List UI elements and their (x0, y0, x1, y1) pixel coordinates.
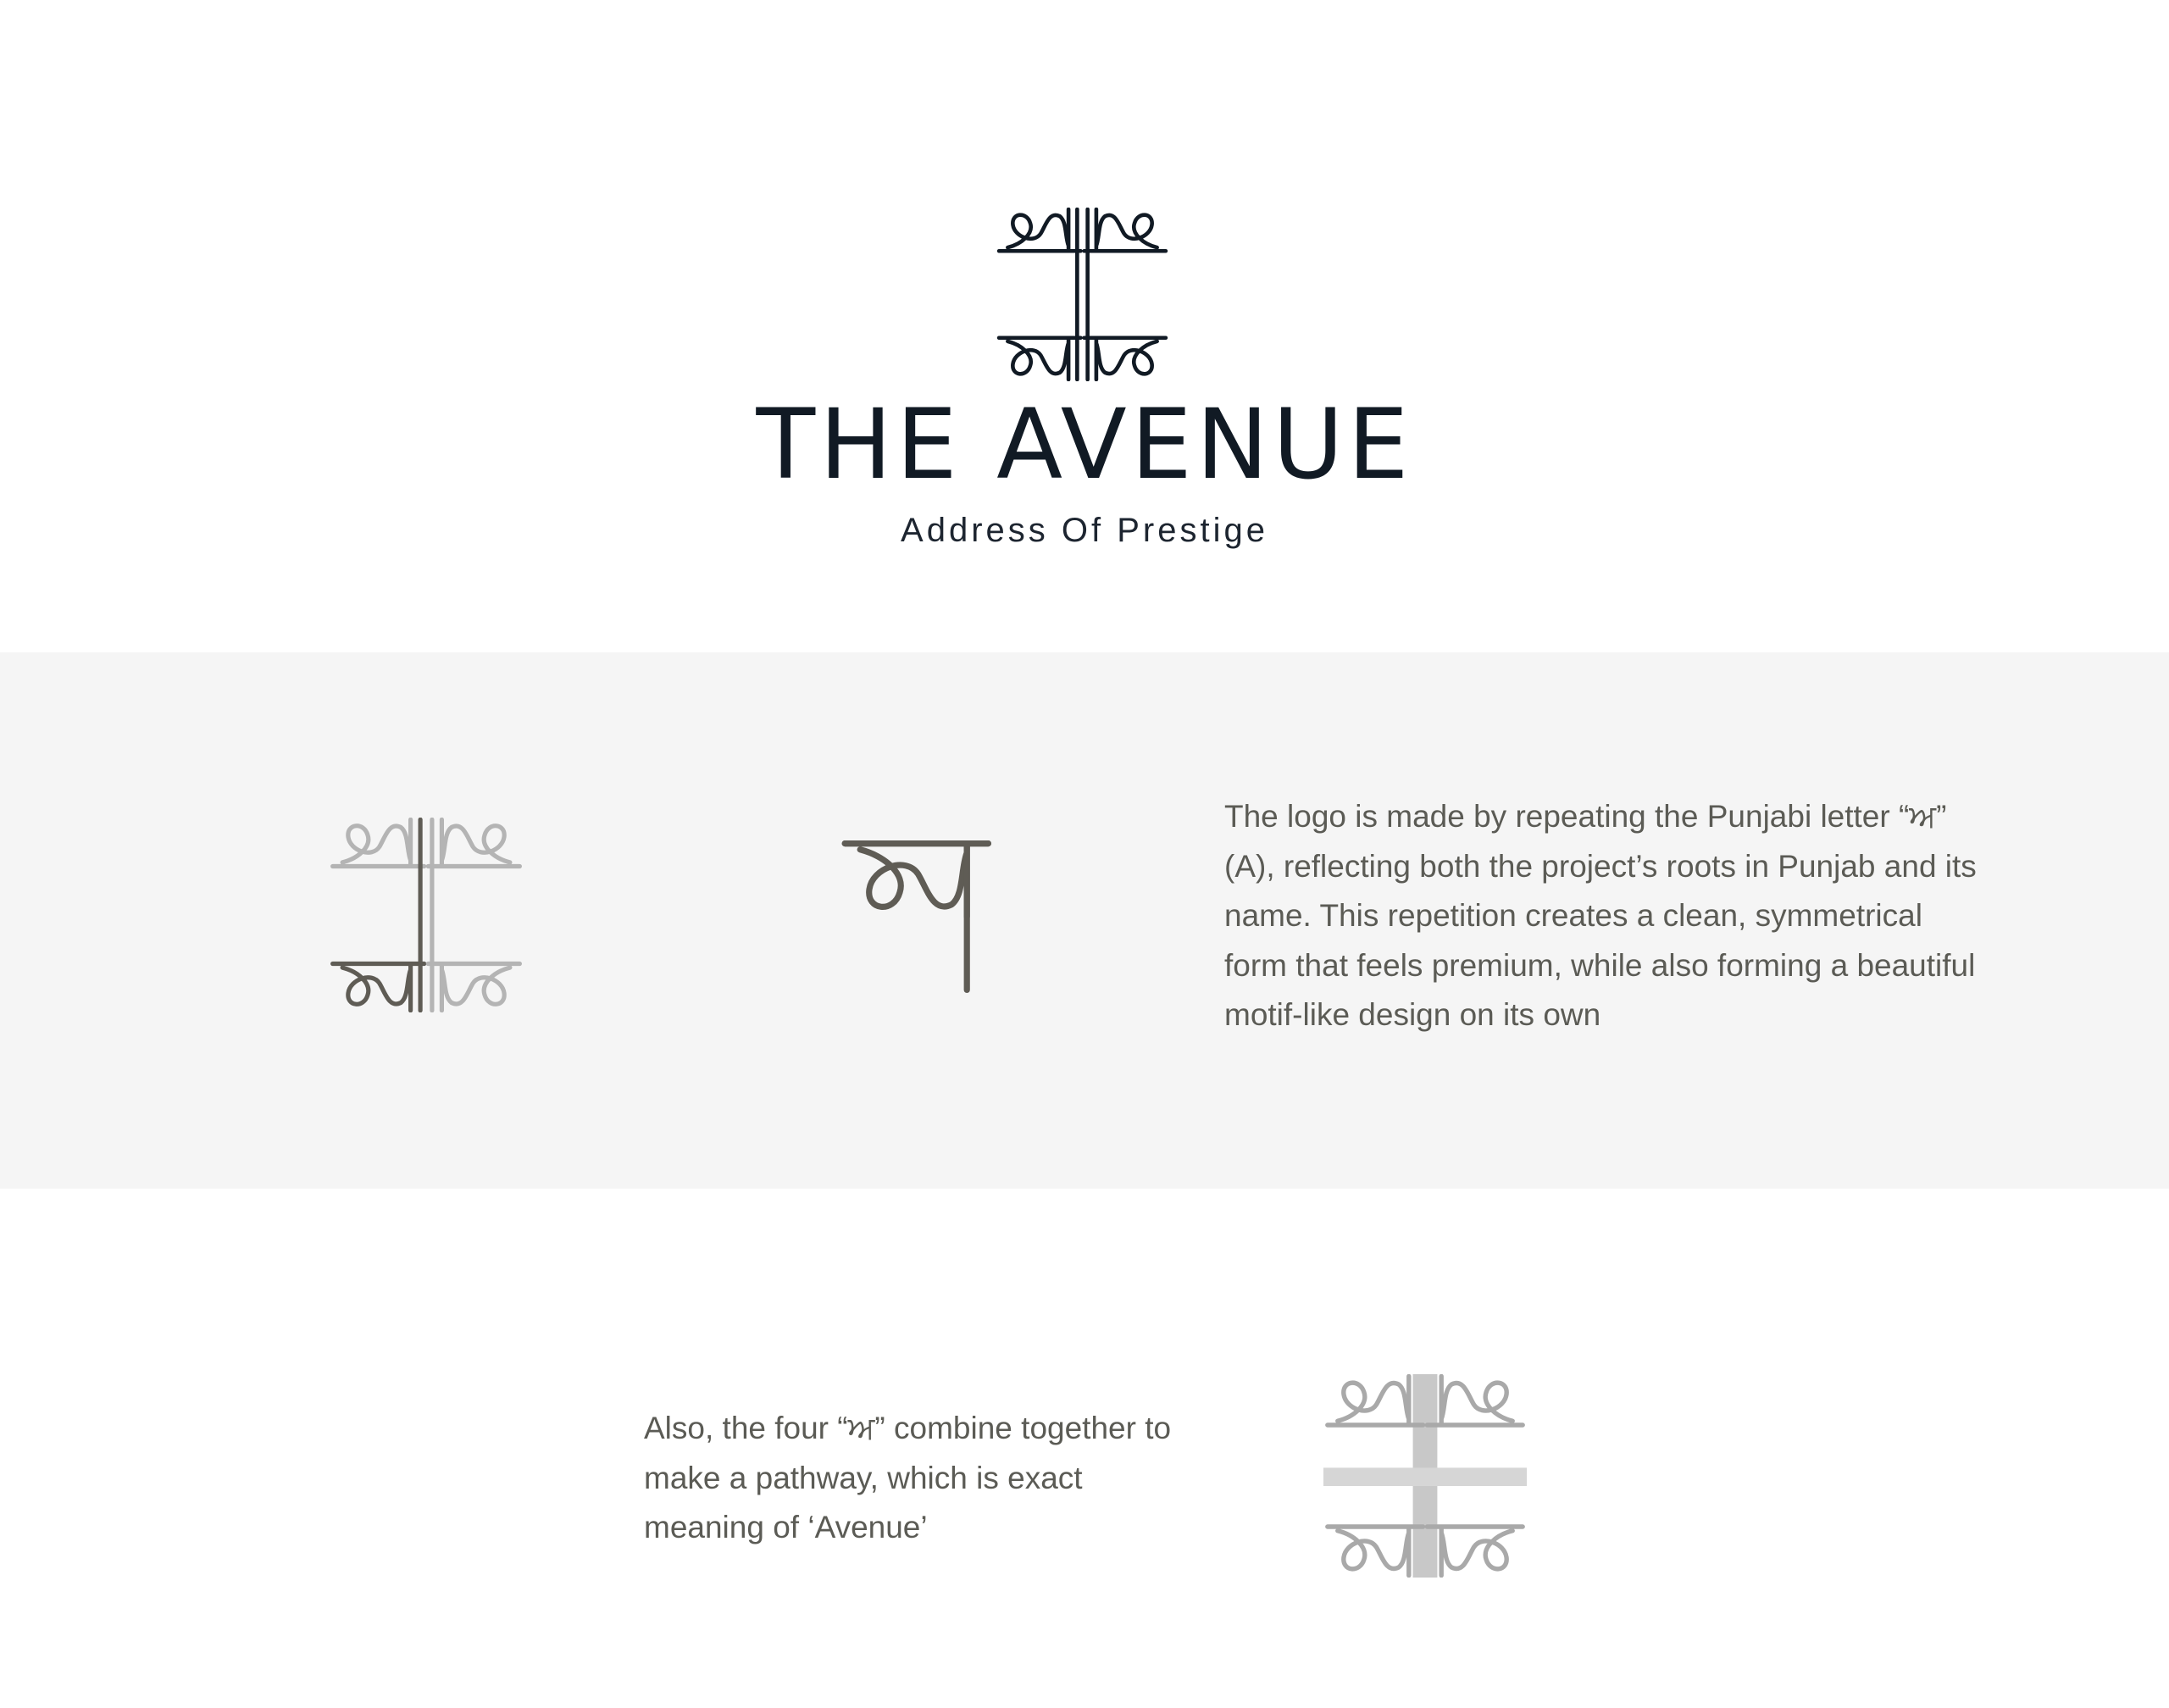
brand-title: THE AVENUE (756, 388, 1413, 501)
punjabi-letter-icon (839, 840, 991, 993)
pathway-mark-icon (1323, 1374, 1527, 1578)
logo-mark-tonal-icon (329, 818, 524, 1012)
logo-mark-icon (996, 208, 1169, 381)
pathway-description: Also, the four “ਅ” combine together to make a pathway, which is exact meaning of ‘Avenue’ (644, 1411, 1172, 1544)
concept-description: The logo is made by repeating the Punjabi letter “ਅ” (A), reflecting both the project’s roots in Punjab and its name. This repetition creates a clean, symmetrical form that feels premium, while also forming a beautiful motif-like design on its own (1224, 799, 1977, 1032)
brand-tagline: Address Of Prestige (901, 512, 1268, 549)
